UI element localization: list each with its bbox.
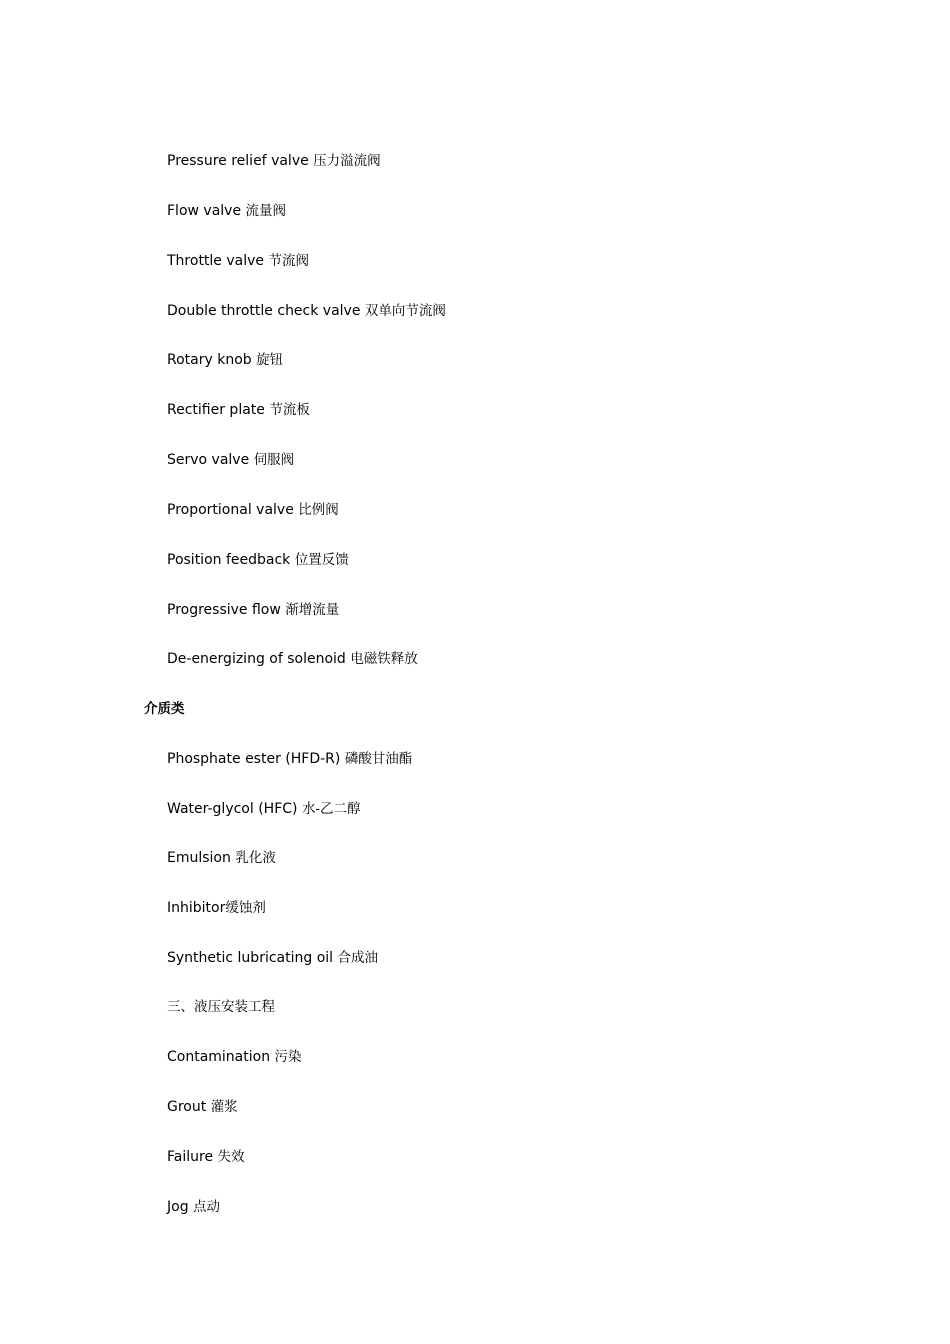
- term-chinese: 旋钮: [256, 352, 284, 368]
- term-chinese: 双单向节流阀: [364, 303, 446, 319]
- term-english: Flow valve: [167, 203, 242, 219]
- term-chinese: 电磁铁释放: [350, 651, 418, 667]
- list-item: [167, 400, 310, 420]
- term-chinese: 磷酸甘油酯: [344, 751, 413, 767]
- list-item: [167, 948, 378, 968]
- list-item: [167, 1197, 220, 1217]
- term-english: Pressure relief valve: [167, 153, 309, 169]
- term-english: Double throttle check valve: [167, 303, 361, 319]
- term-english: Failure: [167, 1149, 214, 1165]
- list-item: [167, 749, 412, 769]
- term-english: Rotary knob: [167, 352, 252, 368]
- list-item: [167, 1097, 238, 1117]
- term-english: Throttle valve: [167, 253, 265, 269]
- list-item: [167, 251, 309, 271]
- term-chinese: 灌浆: [210, 1099, 238, 1115]
- term-english: Proportional valve: [167, 502, 294, 518]
- term-english: De-energizing of solenoid: [167, 651, 346, 667]
- list-item: [167, 151, 381, 171]
- term-chinese: 比例阀: [298, 502, 339, 518]
- list-item: [167, 550, 349, 570]
- list-item: [167, 500, 339, 520]
- list-item: [167, 848, 276, 868]
- term-chinese: 失效: [217, 1149, 245, 1165]
- term-chinese: 点动: [193, 1199, 221, 1215]
- section-heading-text: 三、液压安装工程: [167, 999, 275, 1015]
- list-item: [167, 201, 286, 221]
- term-chinese: 渐增流量: [285, 602, 340, 618]
- list-item: [167, 600, 339, 620]
- term-chinese: 位置反馈: [294, 552, 349, 568]
- list-item: [167, 450, 294, 470]
- term-english: Progressive flow: [167, 602, 281, 618]
- term-chinese: 压力溢流阀: [313, 153, 381, 169]
- term-english: Jog: [167, 1199, 189, 1215]
- section-heading-installation: [167, 997, 275, 1017]
- term-english: Servo valve: [167, 452, 250, 468]
- term-english: Grout: [167, 1099, 207, 1115]
- list-item: [167, 799, 361, 819]
- term-chinese: 污染: [274, 1049, 302, 1065]
- term-english: Phosphate ester (HFD-R): [167, 751, 341, 767]
- term-chinese: 伺服阀: [253, 452, 295, 468]
- term-english: Rectifier plate: [167, 402, 265, 418]
- list-item: [167, 649, 418, 669]
- term-chinese: 流量阀: [245, 203, 287, 219]
- list-item: [167, 301, 446, 321]
- term-chinese: 节流阀: [268, 253, 309, 269]
- term-english: Contamination: [167, 1049, 271, 1065]
- term-english: Synthetic lubricating oil: [167, 950, 334, 966]
- term-chinese: 合成油: [337, 950, 379, 966]
- section-heading-media: [144, 699, 185, 719]
- list-item: [167, 350, 283, 370]
- term-english: Emulsion: [167, 850, 231, 866]
- list-item: [167, 1147, 245, 1167]
- term-chinese: 节流板: [269, 402, 310, 418]
- term-english: Water-glycol (HFC): [167, 801, 298, 817]
- term-english: Position feedback: [167, 552, 291, 568]
- list-item: [167, 1047, 302, 1067]
- list-item: [167, 898, 266, 918]
- term-chinese: 乳化液: [235, 850, 276, 866]
- section-heading-text: 介质类: [144, 701, 185, 717]
- term-chinese: 缓蚀剂: [225, 900, 266, 916]
- term-english: Inhibitor: [167, 900, 226, 916]
- term-chinese: 水-乙二醇: [301, 801, 361, 817]
